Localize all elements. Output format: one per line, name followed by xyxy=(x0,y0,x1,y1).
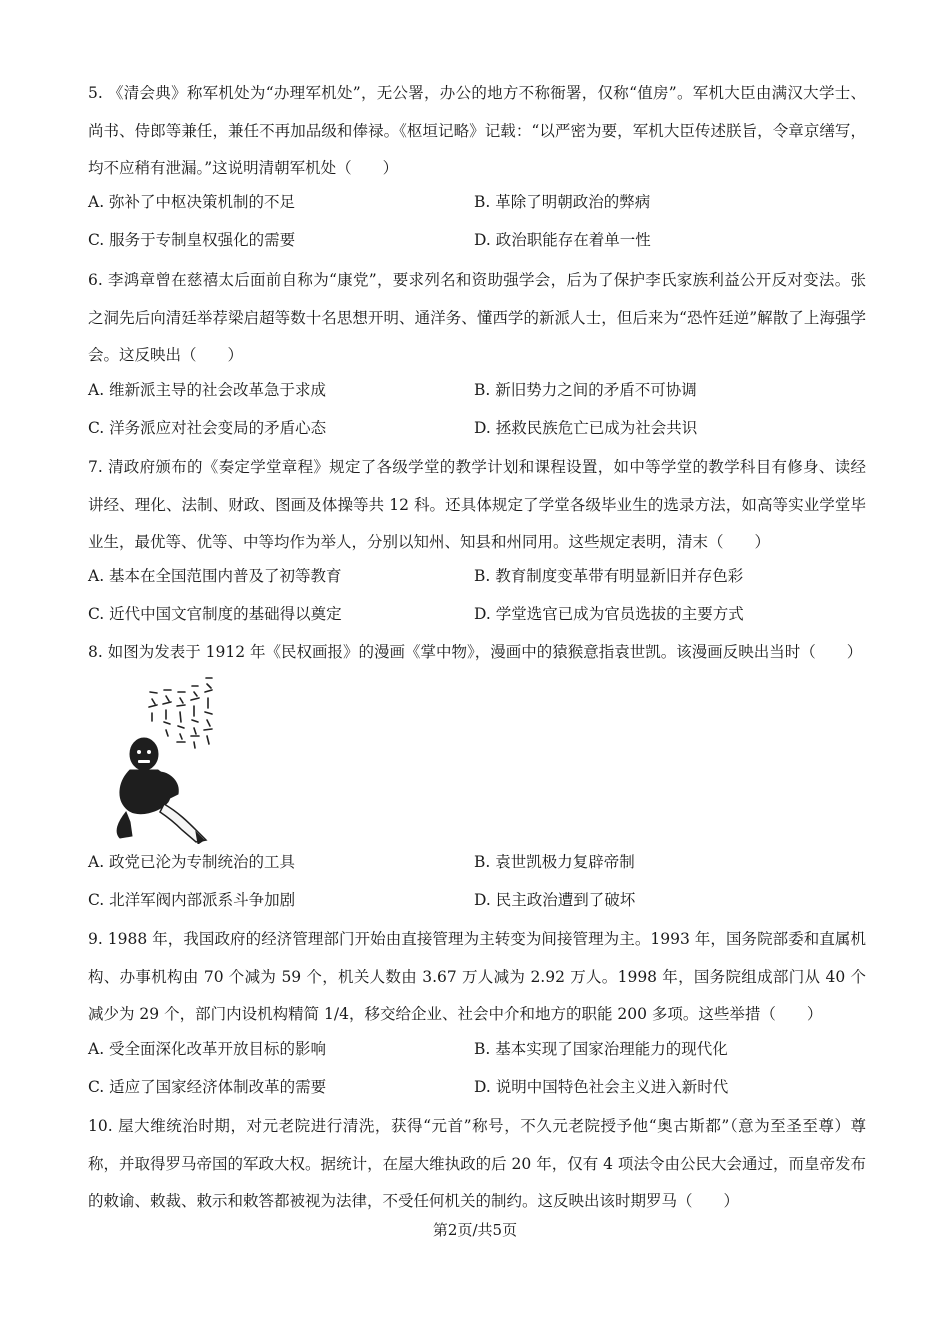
question-9-stem: 9. 1988 年，我国政府的经济管理部门开始由直接管理为主转变为间接管理为主。1993 年，国务院部委和直属机构、办事机构由 70 个减为 59 个，机关人数由 3.67 万人减为 2.92 万人。1998 年，国务院组成部门从 40 个减少为 29 个，部门内设机构精简 1/4，移交给企业、社会中介和地方的职能 200 多项。这些举措（ ） xyxy=(88,930,866,1023)
q9-option-d: D. 说明中国特色社会主义进入新时代 xyxy=(474,1078,729,1096)
q9-option-b: B. 基本实现了国家治理能力的现代化 xyxy=(474,1040,728,1058)
q5-option-d: D. 政治职能存在着单一性 xyxy=(474,231,651,249)
q6-option-c: C. 洋务派应对社会变局的矛盾心态 xyxy=(88,419,327,437)
q6-option-d: D. 拯救民族危亡已成为社会共识 xyxy=(474,419,698,437)
question-6-stem: 6. 李鸿章曾在慈禧太后面前自称为“康党”，要求列名和资助强学会，后为了保护李氏家族利益公开反对变法。张之洞先后向清廷举荐梁启超等数十名思想开明、通洋务、懂西学的新派人士，但后来为“恐忤廷逆”解散了上海强学会。这反映出（ ） xyxy=(88,271,866,364)
q8-option-b: B. 袁世凯极力复辟帝制 xyxy=(474,853,635,871)
question-5-stem: 5. 《清会典》称军机处为“办理军机处”，无公署，办公的地方不称衙署，仅称“值房”。军机大臣由满汉大学士、尚书、侍郎等兼任，兼任不再加品级和俸禄。《枢垣记略》记载：“以严密为要，军机大臣传述朕旨，令章京缮写，均不应稍有泄漏。”这说明清朝军机处（ ） xyxy=(88,84,866,177)
q7-option-c: C. 近代中国文官制度的基础得以奠定 xyxy=(88,605,342,623)
q6-option-b: B. 新旧势力之间的矛盾不可协调 xyxy=(474,381,697,399)
q5-option-c: C. 服务于专制皇权强化的需要 xyxy=(88,231,296,249)
q8-option-c: C. 北洋军阀内部派系斗争加剧 xyxy=(88,891,296,909)
q6-option-a: A. 维新派主导的社会改革急于求成 xyxy=(88,381,327,399)
question-8-stem: 8. 如图为发表于 1912 年《民权画报》的漫画《掌中物》，漫画中的猿猴意指袁世凯。该漫画反映出当时（ ） xyxy=(88,643,863,661)
question-7-stem: 7. 清政府颁布的《奏定学堂章程》规定了各级学堂的教学计划和课程设置，如中等学堂的教学科目有修身、读经讲经、理化、法制、财政、图画及体操等共 12 科。还具体规定了学堂各级毕业生的选录方法，如高等实业学堂毕业生，最优等、优等、中等均作为举人，分别以知州、知县和州同用。这些规定表明，清末（ ） xyxy=(88,458,866,551)
question-10-stem: 10. 屋大维统治时期，对元老院进行清洗，获得“元首”称号，不久元老院授予他“奥古斯都”（意为至圣至尊）尊称，并取得罗马帝国的军政大权。据统计，在屋大维执政的后 20 年，仅有 4 项法令由公民大会通过，而皇帝发布的敕谕、敕裁、敕示和敕答都被视为法律，不受任何机关的制约。这反映出该时期罗马（ ） xyxy=(88,1117,866,1210)
cartoon-image xyxy=(108,672,220,844)
page-number: 第2页/共5页 xyxy=(432,1221,518,1239)
q7-option-d: D. 学堂选官已成为官员选拔的主要方式 xyxy=(474,605,744,623)
q5-option-b: B. 革除了明朝政治的弊病 xyxy=(474,193,651,211)
q9-option-c: C. 适应了国家经济体制改革的需要 xyxy=(88,1078,327,1096)
q8-option-a: A. 政党已沦为专制统治的工具 xyxy=(88,853,296,871)
q9-option-a: A. 受全面深化改革开放目标的影响 xyxy=(88,1040,327,1058)
q7-option-a: A. 基本在全国范围内普及了初等教育 xyxy=(88,567,342,585)
q7-option-b: B. 教育制度变革带有明显新旧并存色彩 xyxy=(474,567,744,585)
q5-option-a: A. 弥补了中枢决策机制的不足 xyxy=(88,193,296,211)
q8-option-d: D. 民主政治遭到了破坏 xyxy=(474,891,636,909)
